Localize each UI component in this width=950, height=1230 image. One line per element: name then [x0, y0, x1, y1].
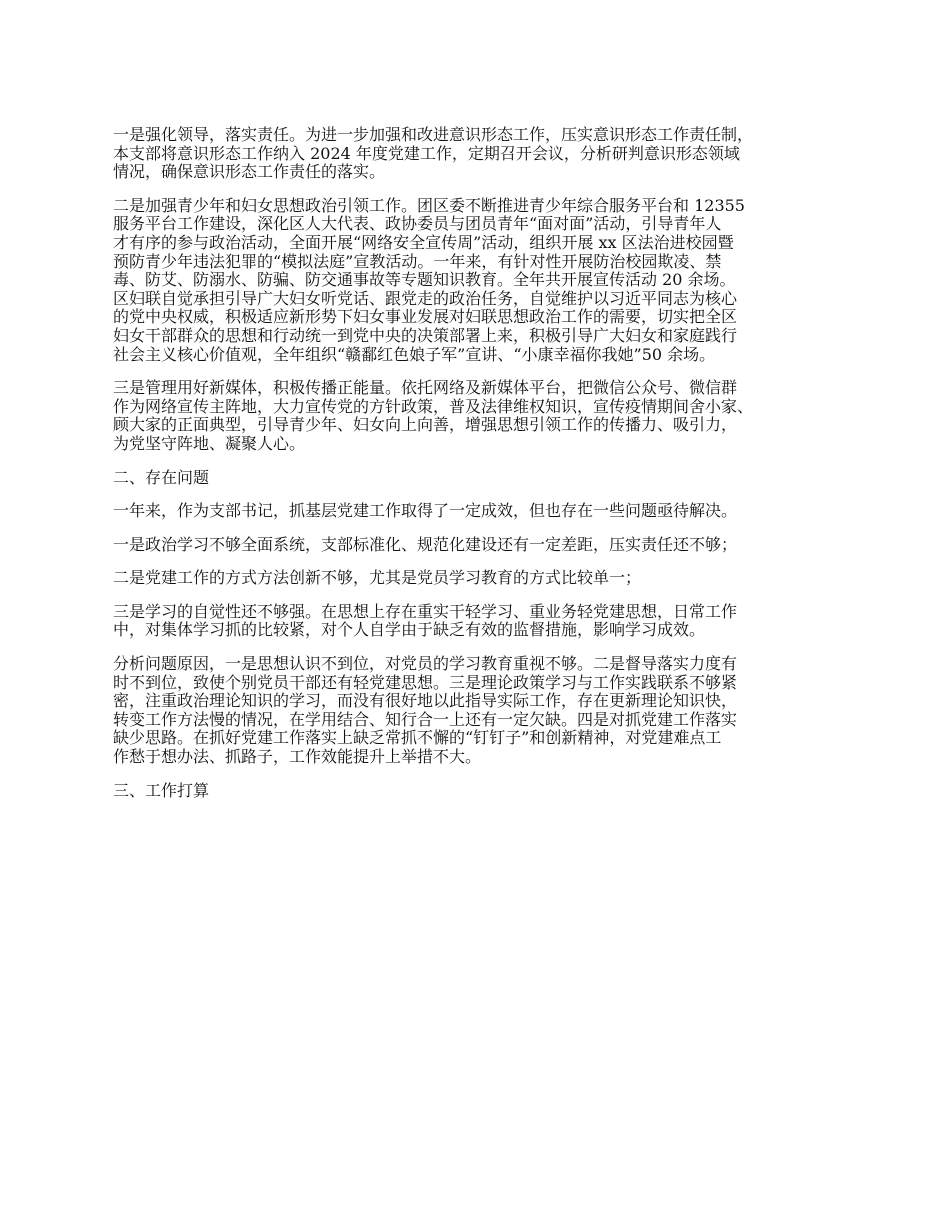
paragraph-line: 为党坚守阵地、凝聚人心。 [113, 433, 306, 453]
paragraph-line: 三是学习的自觉性还不够强。在思想上存在重实干轻学习、重业务轻党建思想，日常工作 [113, 601, 738, 621]
paragraph-line: 三是管理用好新媒体，积极传播正能量。依托网络及新媒体平台，把微信公众号、微信群 [113, 378, 738, 398]
paragraph-line: 一年来，作为支部书记，抓基层党建工作取得了一定成效，但也存在一些问题亟待解决。 [113, 501, 738, 521]
paragraph-line: 作为网络宣传主阵地，大力宣传党的方针政策，普及法律维权知识，宣传疫情期间舍小家、 [113, 396, 754, 416]
paragraph-line: 社会主义核心价值观，全年组织“赣鄱红色娘子军”宣讲、“小康幸福你我她”50 余场。 [113, 344, 716, 364]
paragraph-line: 分析问题原因，一是思想认识不到位，对党员的学习教育重视不够。二是督导落实力度有 [113, 654, 738, 674]
paragraph-line: 区妇联自觉承担引导广大妇女听党话、跟党走的政治任务，自觉维护以习近平同志为核心 [113, 288, 738, 308]
paragraph-line: 一是政治学习不够全面系统，支部标准化、规范化建设还有一定差距，压实责任还不够； [113, 534, 738, 554]
heading-text: 二、存在问题 [113, 467, 210, 487]
paragraph-line: 的党中央权威，积极适应新形势下妇女事业发展对妇联思想政治工作的需要，切实把全区 [113, 307, 738, 327]
paragraph-line: 作愁于想办法、抓路子，工作效能提升上举措不大。 [113, 747, 482, 767]
paragraph [113, 379, 843, 453]
paragraph-line: 缺少思路。在抓好党建工作落实上缺乏常抓不懈的“钉钉子”和创新精神，对党建难点工 [113, 728, 722, 748]
paragraph-line: 情况，确保意识形态工作责任的落实。 [113, 162, 386, 182]
paragraph-line: 毒、防艾、防溺水、防骗、防交通事故等专题知识教育。全年共开展宣传活动 20 余场。 [113, 270, 736, 290]
paragraph [113, 536, 843, 555]
section-heading [113, 782, 843, 801]
paragraph [113, 603, 843, 640]
paragraph [113, 569, 843, 588]
paragraph-line: 二是党建工作的方式方法创新不够，尤其是党员学习教育的方式比较单一； [113, 568, 642, 588]
section-heading [113, 469, 843, 488]
paragraph-line: 服务平台工作建设，深化区人大代表、政协委员与团员青年“面对面”活动，引导青年人 [113, 214, 722, 234]
paragraph-line: 中，对集体学习抓的比较紧，对个人自学由于缺乏有效的监督措施，影响学习成效。 [113, 620, 706, 640]
paragraph [113, 655, 843, 767]
paragraph-line: 才有序的参与政治活动，全面开展“网络安全宣传周”活动，组织开展 xx 区法治进校园暨 [113, 232, 734, 252]
paragraph-line: 预防青少年违法犯罪的“模拟法庭”宣教活动。一年来，有针对性开展防治校园欺凌、禁 [113, 251, 722, 271]
paragraph-line: 密，注重政治理论知识的学习，而没有很好地以此指导实际工作，存在更新理论知识快， [113, 691, 738, 711]
paragraph-line: 本支部将意识形态工作纳入 2024 年度党建工作，定期召开会议，分析研判意识形态领域 [113, 143, 740, 163]
paragraph [113, 126, 843, 182]
paragraph-line: 顾大家的正面典型，引导青少年、妇女向上向善，增强思想引领工作的传播力、吸引力， [113, 415, 738, 435]
heading-text: 三、工作打算 [113, 780, 210, 800]
paragraph-line: 转变工作方法慢的情况，在学用结合、知行合一上还有一定欠缺。四是对抓党建工作落实 [113, 709, 738, 729]
document-body [113, 126, 843, 815]
paragraph [113, 502, 843, 521]
paragraph-line: 妇女干部群众的思想和行动统一到党中央的决策部署上来，积极引导广大妇女和家庭践行 [113, 325, 738, 345]
paragraph-line: 二是加强青少年和妇女思想政治引领工作。团区委不断推进青少年综合服务平台和 12355 [113, 195, 745, 215]
paragraph-line: 一是强化领导，落实责任。为进一步加强和改进意识形态工作，压实意识形态工作责任制， [113, 125, 754, 144]
paragraph-line: 时不到位，致使个别党员干部还有轻党建思想。三是理论政策学习与工作实践联系不够紧 [113, 672, 738, 692]
paragraph [113, 197, 843, 364]
